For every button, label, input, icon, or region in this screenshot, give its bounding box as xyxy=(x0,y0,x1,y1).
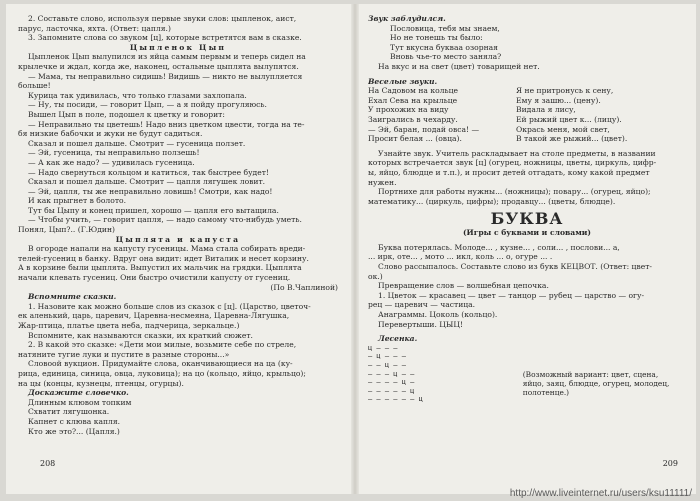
proverb-line: На вкус и на свет (цвет) товарищей нет. xyxy=(378,61,540,71)
text-line: парус, ласточка, яхта. (Ответ: цапля.) xyxy=(18,23,171,33)
poem-line: У прохожих на виду xyxy=(368,105,449,115)
text-line: Слово рассыпалось. Составьте слово из букв КЕЦВОТ. (Ответ: цвет- xyxy=(378,262,652,272)
text-line: Словоой вукцион. Придумайте слова, оканчивающиеся на ца (ку- xyxy=(28,359,293,369)
text-line: 1. Назовите как можно больше слов из сказок с [ц]. (Царство, цветоч- xyxy=(28,301,311,311)
text-line: — А как же надо? — удивилась гусеница. xyxy=(28,157,195,167)
poem-line: Я не притронусь к сену, xyxy=(516,86,614,96)
poem-1 xyxy=(368,24,686,62)
text-line: бя низкие бабочки и жуки не будут садиться. xyxy=(18,129,203,139)
poem-2 xyxy=(368,86,686,144)
section-title-veselye-zvuki: Веселые звуки. xyxy=(368,76,438,86)
text-line: (По В.Чаплиной) xyxy=(270,282,338,292)
section-title-zvuk-zabludilsya: Звук заблудился. xyxy=(368,14,446,23)
text-line: Сказал и пошел дальше. Смотрит — цапля лягушек ловит. xyxy=(28,177,266,187)
poem-2-col-2 xyxy=(516,86,676,144)
poem-line: В такой же рыжий... (цвет). xyxy=(516,134,628,144)
text-line: Кто же это?... (Цапля.) xyxy=(28,426,120,436)
text-line: математику... (циркуль, цифры); продавцу... (цветы, блюдце). xyxy=(368,196,616,206)
text-line: на цы (концы, кузнецы, птенцы, огурцы). xyxy=(18,378,184,388)
poem-line: — Эй, баран, подай овса! — xyxy=(368,124,480,134)
text-line: Анаграммы. Цоколь (кольцо). xyxy=(378,310,498,320)
text-line: 2. В какой это сказке: «Дети мои милые, возьмите себе по стреле, xyxy=(28,340,297,350)
poem-2-col-1 xyxy=(368,86,516,144)
text-line: Цыпленок Цып вылупился из яйца самым первым и теперь сидел на xyxy=(28,52,306,62)
text-line: Схватит лягушонка. xyxy=(28,407,110,417)
text-line: Тут бы Цыпу и конец пришел, хорошо — цапля его вытащила. xyxy=(28,205,279,215)
text-line: А в корзине были цыплята. Выпустил их мальчик на грядки. Цыплята xyxy=(18,263,302,273)
text-line: — Эй, цапля, ты же неправильно ловишь! Смотри, как надо! xyxy=(28,186,273,196)
text-line: — Мама, ты неправильно сидишь! Видишь — никто не вылупляется xyxy=(28,71,303,81)
poem-line: Ему я зашю... (цену). xyxy=(516,95,601,105)
ladder-note xyxy=(523,370,670,404)
poem-line: На Садовом на кольце xyxy=(368,86,458,96)
text-line: которых встречается звук [ц] (огурец, ножницы, цветы, циркуль, цифр- xyxy=(368,158,657,168)
poem-line: Но не тонешь ты было: xyxy=(390,33,483,43)
text-line: больше! xyxy=(18,81,51,91)
ladder xyxy=(368,344,423,404)
text-line: Курица так удивилась, что только глазами захлопала. xyxy=(28,90,247,100)
poem-line: Окрась меня, мой свет, xyxy=(516,124,610,134)
text-line: телей-гусениц в банку. Вдруг она видит: идет Виталик и несет корзину. xyxy=(18,253,309,263)
text-line: Вышел Цып в поле, подошел к цветку и говорит: xyxy=(28,109,225,119)
text-line: крылечке и ждал, когда же, наконец, остальные цыплята вылупятся. xyxy=(18,61,299,71)
text-line: Сказал и пошел дальше. Смотрит — гусеница ползет. xyxy=(28,138,246,148)
right-page-number: 209 xyxy=(662,459,678,468)
note-line: полотенце.) xyxy=(522,388,570,398)
poem-line: Вновь чье-то место заняла? xyxy=(390,52,502,62)
ladder-row: — — — — — ц xyxy=(368,386,415,395)
ladder-row: — — — ц — — xyxy=(368,369,415,378)
text-line: В огороде напали на капусту гусеницы. Мама стала собирать вреди- xyxy=(28,244,306,254)
poem-line: Заигрались в чехарду. xyxy=(368,114,458,124)
text-line: Превращение слов — волшебная цепочка. xyxy=(378,281,549,291)
text-line: — Ну, ты посиди, — говорит Цып, — а я пойду прогуляюсь. xyxy=(28,100,267,110)
paragraph-uznayte-zvuk xyxy=(368,149,686,207)
text-line: Вспомните сказки. xyxy=(28,292,117,302)
note-line: (Возможный вариант: цвет, сцена, xyxy=(522,369,659,379)
title-bukva: БУКВА xyxy=(490,209,564,229)
ladder-row: — — — — — — ц xyxy=(368,395,423,404)
text-line: Жар-птица, платье цвета неба, падчерица, зеркальце.) xyxy=(18,321,240,330)
text-line: Узнайте звук. Учитель раскладывает на столе предметы, в названии xyxy=(378,148,656,158)
watermark-url: http://www.liveinternet.ru/users/ksu11111/ xyxy=(509,488,692,499)
poem-line: Пословица, тебя мы знаем, xyxy=(390,23,500,33)
poem-line: Ехал Сева на крыльце xyxy=(368,95,458,105)
text-line: Вспомните, как называются сказки, их краткий сюжет. xyxy=(28,330,253,340)
text-line: рец — царевич — частица. xyxy=(368,300,476,310)
left-page xyxy=(18,14,338,436)
ladder-row: — — — — ц — xyxy=(368,378,415,387)
text-line: 1. Цветок — красавец — цвет — танцор — рубец — царство — огу- xyxy=(378,290,645,300)
poem-line: Ей рыжий цвет к... (лицу). xyxy=(516,114,622,124)
ladder-row: ц — — — xyxy=(368,343,398,352)
note-line: яйцо, заяц, блюдце, огурец, молодец, xyxy=(522,379,670,389)
text-line: натяните тугие луки и пустите в разные стороны...» xyxy=(18,349,230,359)
text-line: нужен. xyxy=(368,177,397,187)
text-line: Длинным клювом топким xyxy=(28,397,132,407)
text-line: 2. Составьте слово, используя первые звуки слов: цыпленок, аист, xyxy=(28,14,297,23)
ladder-row: — ц — — — xyxy=(368,352,406,361)
text-line: — Надо свернуться кольцом и катиться, так быстрее будет! xyxy=(28,167,269,177)
text-line: — Эй, гусеница, ты неправильно ползешь! xyxy=(28,148,200,158)
text-line: 3. Запомните слова со звуком [ц], которые встретятся вам в сказке. xyxy=(28,33,302,43)
text-line: ок.) xyxy=(368,271,383,281)
subtitle-games: (Игры с буквами и словами) xyxy=(462,228,592,238)
ladder-row: — — ц — — xyxy=(368,361,406,369)
text-line: Цыпленок Цып xyxy=(129,42,227,52)
book-gutter xyxy=(351,4,359,494)
text-line: начали клевать гусениц. Они быстро очистили капусту от гусениц. xyxy=(18,273,291,283)
text-line: — Неправильно ты цветешь! Надо вниз цветком цвести, тогда на те- xyxy=(28,119,305,129)
text-line: Понял, Цып?.. (Г.Юдин) xyxy=(18,225,115,235)
book-spread xyxy=(6,4,696,494)
text-line: Буква потерялась. Молоде... , кузне... , соли... , послови... а, xyxy=(378,242,620,252)
poem-line: Тут вкусна букваа озорная xyxy=(390,42,498,52)
paragraph-word-games xyxy=(368,243,686,329)
text-line: ы, яйцо, блюдце и т.п.), и просит детей отгадать, кому какой предмет xyxy=(368,167,650,177)
poem-line: Просит белая ... (овца). xyxy=(368,134,462,144)
text-line: Перевертыши. ЦЫЦ! xyxy=(378,319,464,329)
right-page xyxy=(368,14,686,404)
text-line: ... ирк, оте... , мото ... икл, коль ... о, огуре ... . xyxy=(368,252,553,262)
text-line: И как прыгнет в болото. xyxy=(28,196,126,206)
ladder-title: Лесенка. xyxy=(378,334,418,344)
text-line: Доскажите словечко. xyxy=(28,388,129,398)
poem-line: Видала я лису, xyxy=(516,105,576,115)
text-line: рица, единица, синица, овца, луковица); на цо (кольцо, яйцо, крыльцо); xyxy=(18,368,306,378)
text-line: Капнет с клюва капля. xyxy=(28,416,121,426)
text-line: — Чтобы учить, — говорит цапля, — надо самому что-нибудь уметь. xyxy=(28,215,302,225)
text-line: ек аленький, царь, царевич, Царевна-несмеяна, Царевна-Лягушка, xyxy=(18,311,290,321)
left-page-number: 208 xyxy=(40,459,56,468)
text-line: Цыплята и капуста xyxy=(115,234,241,244)
text-line: Портнихе для работы нужны... (ножницы); повару... (огурец, яйцо); xyxy=(378,187,651,197)
ladder-block xyxy=(368,344,686,404)
